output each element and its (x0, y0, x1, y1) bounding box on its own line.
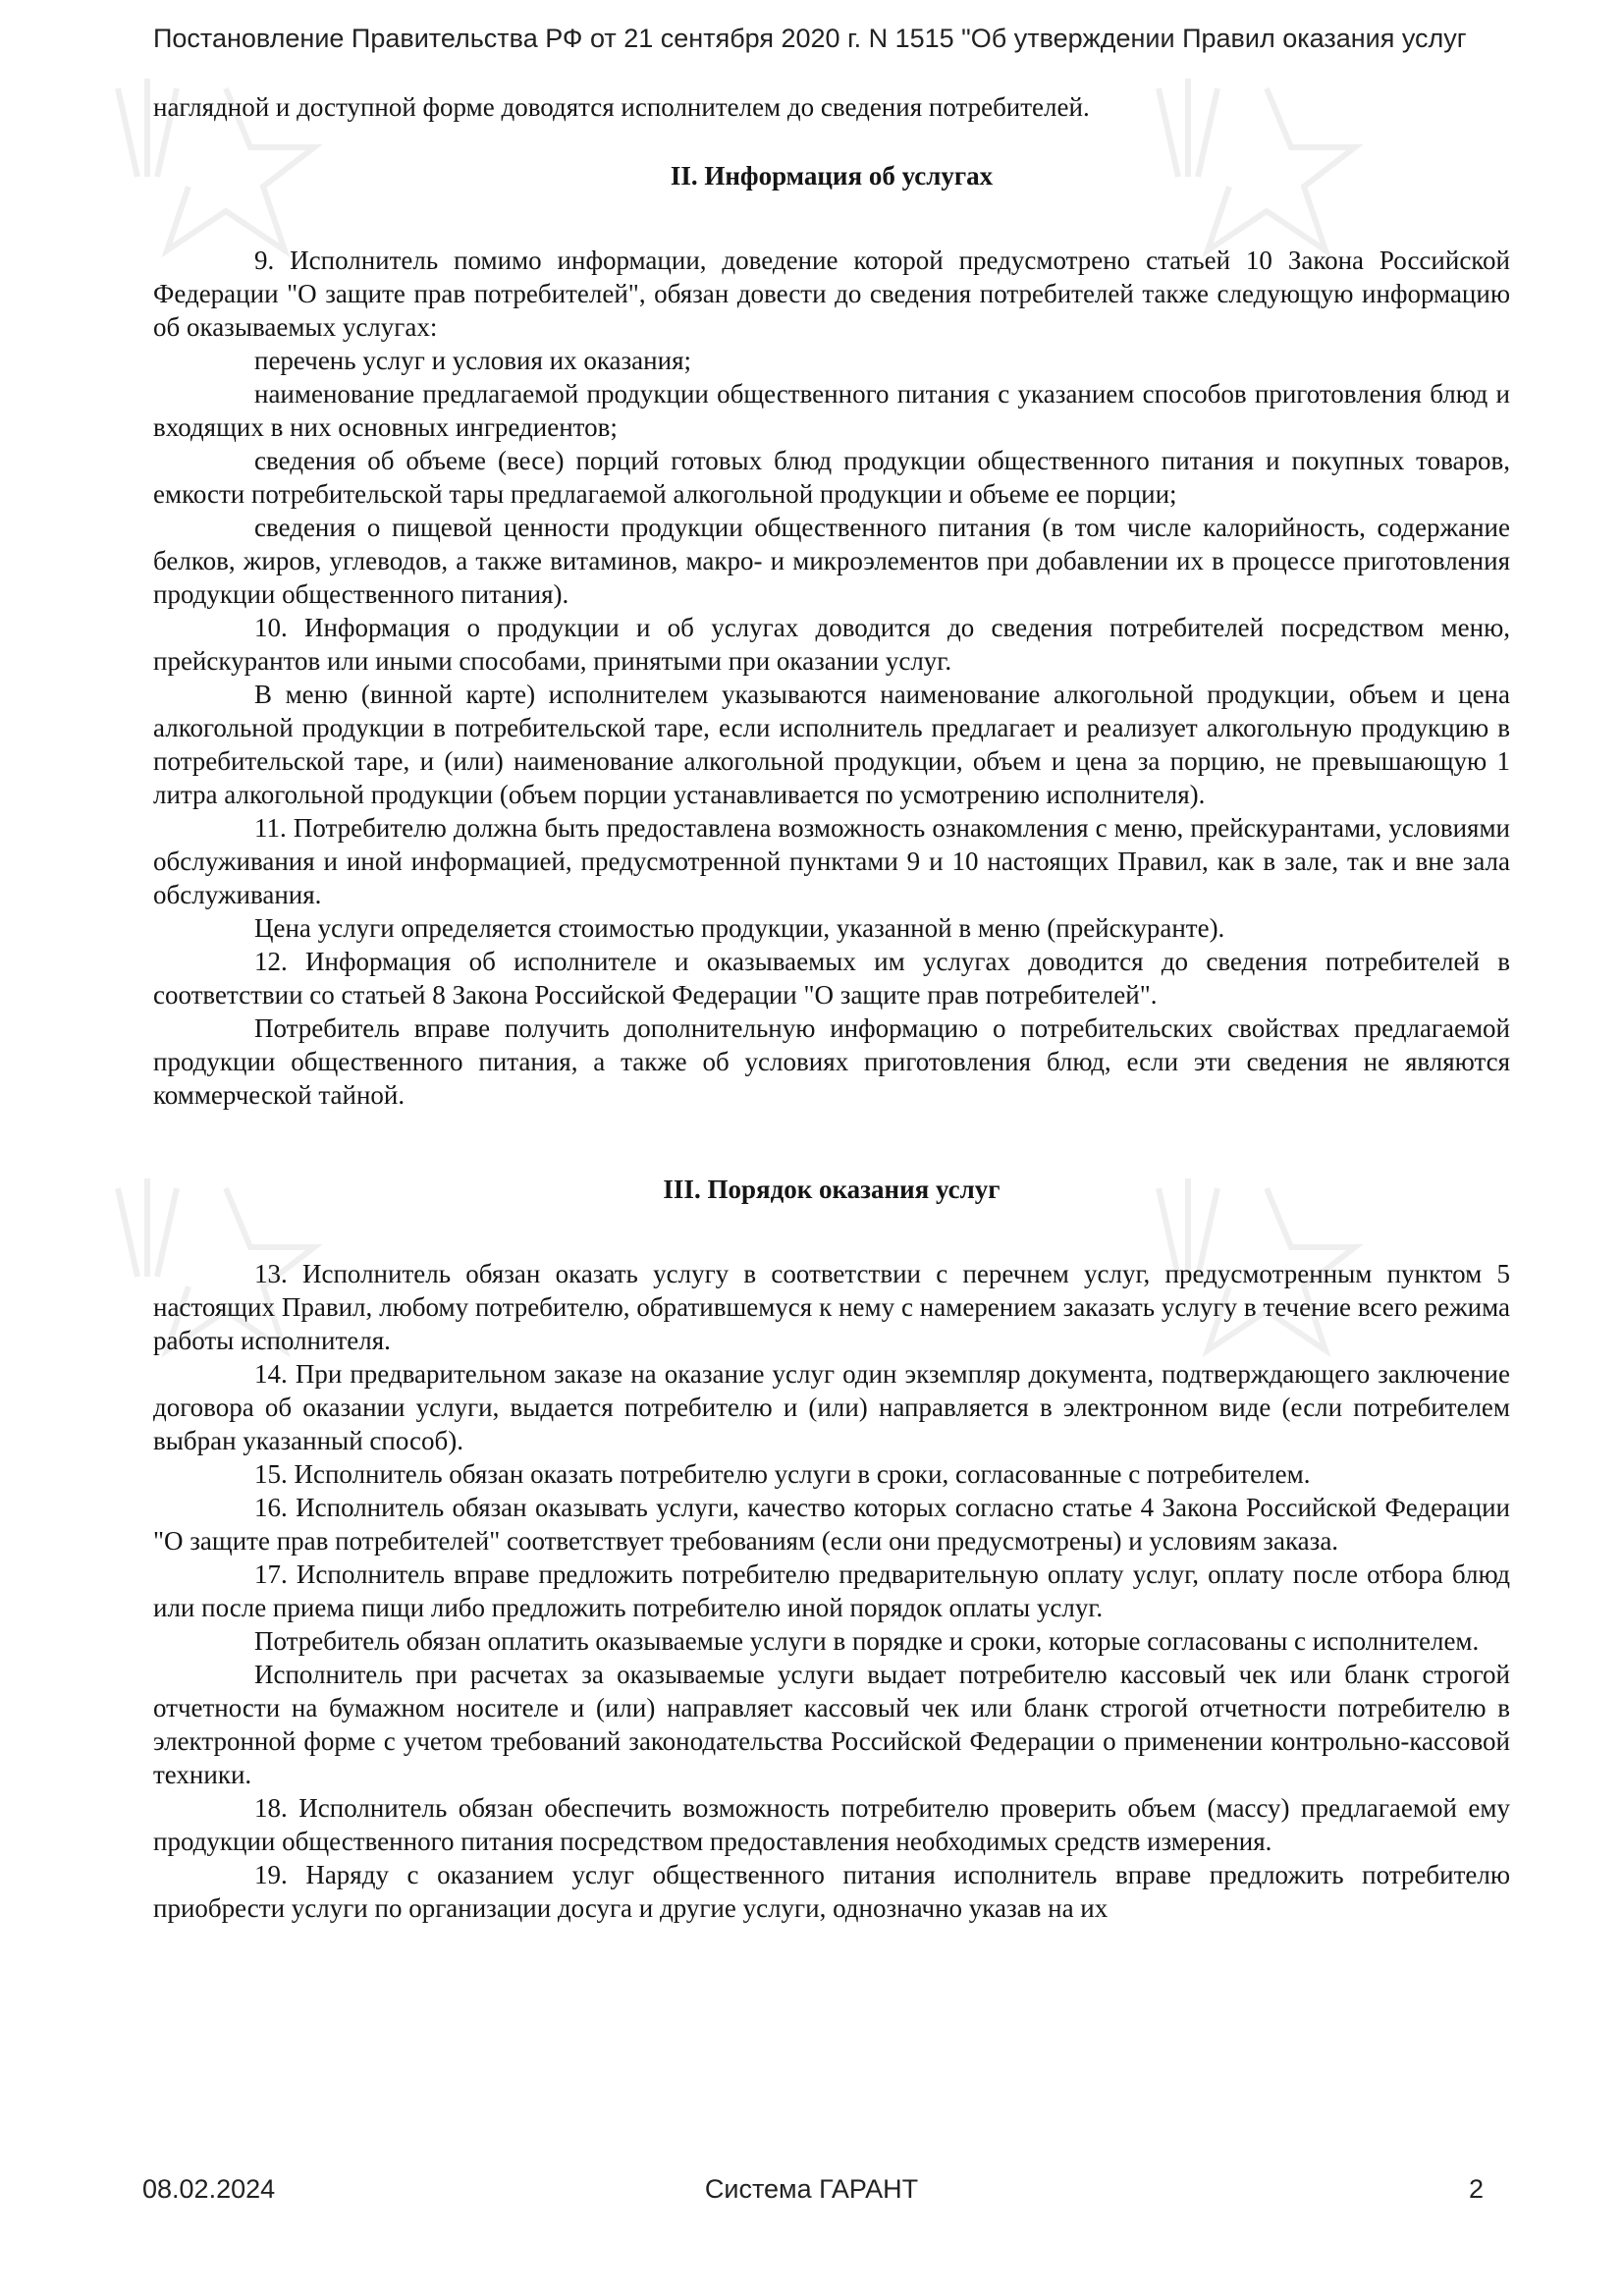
paragraph: 16. Исполнитель обязан оказывать услуги, качество которых согласно статье 4 Закона Российской Федерации "О защите прав потребителей" соответствует требованиям (если они предусмотрены) и условиям заказа. (153, 1493, 1510, 1556)
paragraph: сведения об объеме (весе) порций готовых блюд продукции общественного питания и покупных товаров, емкости потребительской тары предлагаемой алкогольной продукции и объеме ее порции; (153, 446, 1510, 509)
paragraph: 15. Исполнитель обязан оказать потребителю услуги в сроки, согласованные с потребителем. (254, 1459, 1311, 1489)
paragraph: Исполнитель при расчетах за оказываемые услуги выдает потребителю кассовый чек или бланк строгой отчетности на бумажном носителе и (или) направляет кассовый чек или бланк строгой отчетности потребителю в электронной форме с учетом требований законодательства Российской Федерации о применении контрольно-кассовой техники. (153, 1660, 1510, 1789)
paragraph: Потребитель вправе получить дополнительную информацию о потребительских свойствах предлагаемой продукции общественного питания, а также об условиях приготовления блюд, если эти сведения не являются коммерческой тайной. (153, 1013, 1510, 1110)
paragraph: наименование предлагаемой продукции общественного питания с указанием способов приготовления блюд и входящих в них основных ингредиентов; (153, 379, 1510, 442)
paragraph: 17. Исполнитель вправе предложить потребителю предварительную оплату услуг, оплату после отбора блюд или после приема пищи либо предложить потребителю иной порядок оплаты услуг. (153, 1559, 1510, 1622)
paragraph: Потребитель обязан оплатить оказываемые услуги в порядке и сроки, которые согласованы с исполнителем. (254, 1626, 1480, 1656)
footer-date: 08.02.2024 (142, 2174, 276, 2204)
running-header: Постановление Правительства РФ от 21 сентября 2020 г. N 1515 "Об утверждении Правил оказания услуг (153, 24, 1467, 53)
page-number: 2 (1469, 2174, 1485, 2204)
section-heading: II. Информация об услугах (670, 161, 994, 191)
paragraph: наглядной и доступной форме доводятся исполнителем до сведения потребителей. (153, 92, 1090, 122)
paragraph: 11. Потребителю должна быть предоставлена возможность ознакомления с меню, прейскурантами, условиями обслуживания и иной информацией, предусмотренной пунктами 9 и 10 настоящих Правил, как в зале, так и вне зала обслуживания. (153, 813, 1510, 909)
paragraph: В меню (винной карте) исполнителем указываются наименование алкогольной продукции, объем и цена алкогольной продукции в потребительской таре, если исполнитель предлагает и реализует алкогольную продукцию в потребительской таре, и (или) наименование алкогольной продукции, объем и цена за порцию, не превышающую 1 литра алкогольной продукции (объем порции устанавливается по усмотрению исполнителя). (153, 680, 1510, 809)
document-body (153, 90, 1510, 1925)
paragraph: Цена услуги определяется стоимостью продукции, указанной в меню (прейскуранте). (254, 913, 1225, 943)
paragraph: перечень услуг и условия их оказания; (254, 346, 691, 375)
paragraph: 9. Исполнитель помимо информации, доведение которой предусмотрено статьей 10 Закона Российской Федерации "О защите прав потребителей", обязан довести до сведения потребителей также следующую информацию об оказываемых услугах: (153, 246, 1510, 342)
paragraph: 13. Исполнитель обязан оказать услугу в соответствии с перечнем услуг, предусмотренным пунктом 5 настоящих Правил, любому потребителю, обратившемуся к нему с намерением заказать услугу в течение всего режима работы исполнителя. (153, 1259, 1510, 1355)
paragraph: 18. Исполнитель обязан обеспечить возможность потребителю проверить объем (массу) предлагаемой ему продукции общественного питания посредством предоставления необходимых средств измерения. (153, 1793, 1510, 1856)
footer-system-name: Система ГАРАНТ (704, 2174, 919, 2204)
section-heading: III. Порядок оказания услуг (663, 1175, 1001, 1204)
paragraph: 19. Наряду с оказанием услуг общественного питания исполнитель вправе предложить потребителю приобрести услуги по организации досуга и другие услуги, однозначно указав на их (153, 1860, 1510, 1923)
paragraph: 10. Информация о продукции и об услугах доводится до сведения потребителей посредством меню, прейскурантов или иными способами, принятыми при оказании услуг. (153, 613, 1510, 676)
paragraph: сведения о пищевой ценности продукции общественного питания (в том числе калорийность, содержание белков, жиров, углеводов, а также витаминов, макро- и микроэлементов при добавлении их в процессе приготовления продукции общественного питания). (153, 513, 1510, 609)
paragraph: 14. При предварительном заказе на оказание услуг один экземпляр документа, подтверждающего заключение договора об оказании услуги, выдается потребителю и (или) направляется в электронном виде (если потребителем выбран указанный способ). (153, 1359, 1510, 1455)
paragraph: 12. Информация об исполнителе и оказываемых им услугах доводится до сведения потребителей в соответствии со статьей 8 Закона Российской Федерации "О защите прав потребителей". (153, 947, 1510, 1010)
